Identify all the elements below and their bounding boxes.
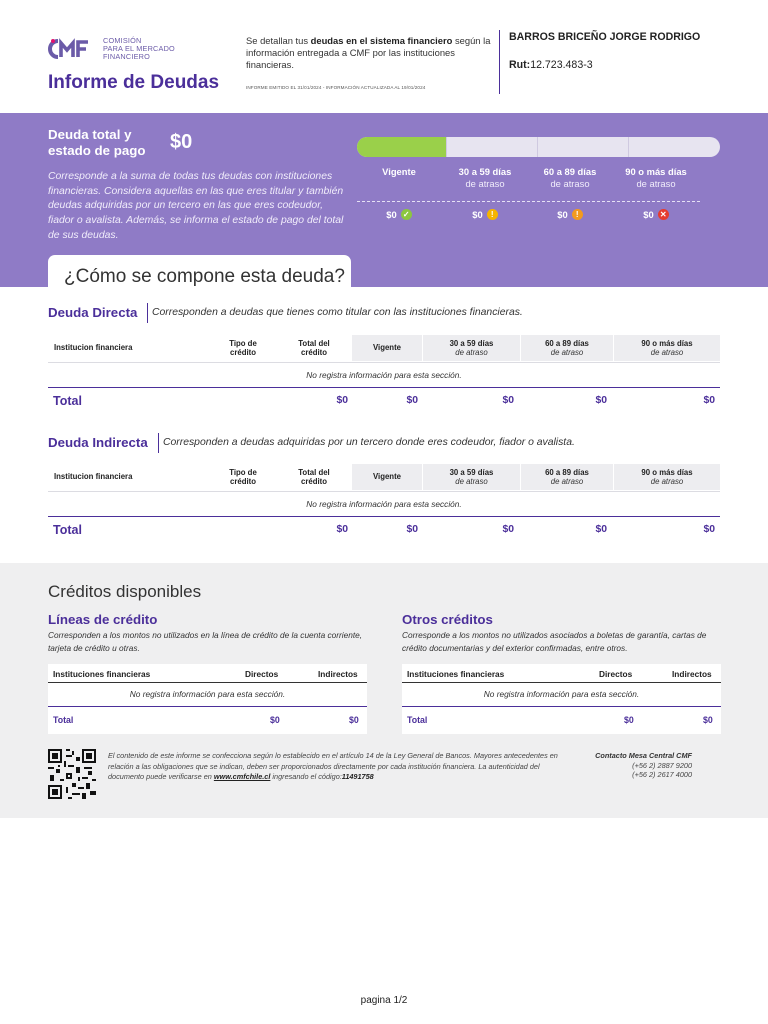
error-icon: ✕	[658, 209, 669, 220]
indirect-debt-title: Deuda Indirecta	[48, 435, 148, 450]
status-amount: $0	[472, 209, 483, 220]
col-sublabel: de atraso	[650, 348, 684, 357]
status-segment-90	[629, 137, 720, 157]
status-segment-30-59	[447, 137, 538, 157]
direct-total-label: Total	[53, 394, 82, 408]
logo-line: FINANCIERO	[103, 52, 150, 62]
client-name: BARROS BRICEÑO JORGE RODRIGO	[509, 31, 701, 43]
contact-phone: (+56 2) 2887 9200	[632, 760, 692, 770]
row-divider	[48, 362, 720, 363]
status-label: 90 o más días	[625, 166, 687, 177]
col-sublabel: de atraso	[550, 348, 584, 357]
status-value-90	[611, 209, 701, 220]
col-60-89	[520, 464, 613, 490]
other-credits-no-info: No registra información para esta sección.	[483, 689, 640, 699]
credit-lines-description: Corresponden a los montos no utilizados en la línea de crédito de la cuenta corriente, tarjeta de crédito u otras.	[48, 630, 363, 653]
col-label: Vigente	[372, 472, 402, 482]
indirect-total-60-89: $0	[595, 524, 607, 535]
col-label: Total del	[298, 467, 330, 477]
logo-text	[103, 37, 175, 62]
total-divider	[48, 516, 720, 517]
rut-label: Rut:	[509, 59, 531, 71]
col-institutions: Instituciones financieras	[53, 669, 151, 679]
credit-lines-table	[48, 664, 367, 734]
col-label: 30 a 59 días	[449, 338, 494, 348]
col-credit-total	[276, 335, 352, 361]
direct-no-info: No registra información para esta sección.	[306, 370, 462, 380]
qr-code-icon	[48, 749, 96, 799]
col-credit-type	[210, 464, 276, 490]
intro-post: según la información entregada a CMF por las instituciones financieras.	[246, 35, 491, 70]
total-line	[48, 706, 367, 707]
col-vigente	[352, 335, 422, 361]
status-amount: $0	[557, 209, 568, 220]
col-label: 30 a 59 días	[449, 467, 494, 477]
status-sub: de atraso	[550, 178, 590, 189]
total-description: Corresponde a la suma de todas tus deudas con instituciones financieras. Considera aquellas en las que eres titular y también deudas adquiridas por un tercero en las que eres codeudor, fiador o avalista. Además, se informa el estado de pago del total de sus deudas.	[48, 171, 344, 241]
intro-bold: deudas en el sistema financiero	[310, 35, 453, 46]
col-label: Institucion financiera	[54, 343, 133, 353]
other-credits-description: Corresponde a los montos no utilizados asociados a boletas de garantía, cartas de crédito documentarias y del exterior confirmadas, entre otros.	[402, 630, 707, 653]
warning-icon: !	[487, 209, 498, 220]
col-institution	[48, 464, 210, 490]
col-label: crédito	[301, 348, 327, 357]
contact-title: Contacto Mesa Central CMF	[595, 751, 692, 760]
credit-lines-title: Líneas de crédito	[48, 612, 158, 627]
intro-pre: Se detallan tus	[246, 35, 311, 46]
col-label: crédito	[230, 348, 256, 357]
credit-lines-total-direct: $0	[270, 715, 280, 725]
indirect-total-30-59: $0	[502, 524, 514, 535]
contact-info	[560, 751, 692, 780]
compose-title: ¿Cómo se compone esta deuda?	[64, 266, 345, 287]
status-value-vigente	[354, 209, 444, 220]
indirect-total-vigente: $0	[406, 524, 418, 535]
direct-debt-description: Corresponden a deudas que tienes como titular con las instituciones financieras.	[152, 307, 523, 318]
other-credits-table	[402, 664, 721, 734]
status-sub: de atraso	[465, 178, 505, 189]
legal-text: ingresando el código:	[270, 772, 342, 781]
col-label: Tipo de	[229, 467, 257, 477]
col-sublabel: de atraso	[550, 477, 584, 486]
logo-line: PARA EL MERCADO	[103, 43, 175, 53]
status-segment-60-89	[538, 137, 629, 157]
cmf-logo	[47, 36, 175, 62]
col-vigente	[352, 464, 422, 490]
indirect-no-info: No registra información para esta sección.	[306, 499, 462, 509]
status-60-89	[525, 166, 615, 190]
indirect-total-credit: $0	[336, 524, 348, 535]
col-30-59	[422, 464, 520, 490]
header-line	[402, 682, 721, 683]
status-label: 30 a 59 días	[458, 166, 512, 177]
col-90	[613, 335, 720, 361]
col-direct: Directos	[599, 669, 633, 679]
legal-text: El contenido de este informe se confecciona según lo establecido en el artículo 14 de la Ley General de Bancos. Mayores antecedentes en relación a las obligaciones que se indican, deben ser proporcionados directamente por cada institución financiera. La autenticidad del documento puede verificarse en	[108, 751, 558, 781]
indirect-table-header	[48, 464, 720, 490]
section-divider	[147, 303, 148, 323]
col-credit-total	[276, 464, 352, 490]
direct-total-vigente: $0	[406, 395, 418, 406]
status-label: 60 a 89 días	[543, 166, 597, 177]
indirect-total-90: $0	[703, 524, 715, 535]
intro-text	[246, 35, 496, 70]
col-label: Vigente	[372, 343, 402, 353]
credits-title: Créditos disponibles	[48, 582, 202, 601]
other-credits-title: Otros créditos	[402, 612, 493, 627]
other-credits-total-indirect: $0	[703, 715, 713, 725]
status-sub: de atraso	[636, 178, 676, 189]
indirect-debt-description: Corresponden a deudas adquiridas por un tercero donde eres codeudor, fiador o avalista.	[163, 437, 575, 448]
emission-date: INFORME EMITIDO EL 31/01/2024 - INFORMACIÓN ACTUALIZADA AL 19/01/2024	[246, 85, 426, 90]
cmf-website-link[interactable]: www.cmfchile.cl	[213, 772, 271, 781]
warning-icon: !	[572, 209, 583, 220]
verification-code: 11491758	[341, 772, 374, 781]
page-number: pagina 1/2	[360, 995, 408, 1006]
indirect-total-label: Total	[53, 523, 82, 537]
col-label: Total del	[298, 338, 330, 348]
other-credits-total-label: Total	[407, 715, 428, 725]
total-amount: $0	[170, 131, 193, 153]
col-sublabel: de atraso	[455, 348, 488, 357]
total-divider	[48, 387, 720, 388]
status-divider	[357, 201, 700, 202]
status-pointer	[396, 150, 408, 157]
credit-lines-total-indirect: $0	[349, 715, 359, 725]
col-label: Institucion financiera	[54, 472, 133, 482]
col-direct: Directos	[245, 669, 279, 679]
col-60-89	[520, 335, 613, 361]
logo-line: COMISIÓN	[103, 35, 142, 45]
credit-lines-total-label: Total	[53, 715, 74, 725]
col-30-59	[422, 335, 520, 361]
col-institutions: Instituciones financieras	[407, 669, 505, 679]
status-vigente	[354, 166, 444, 178]
cmf-logo-icon	[47, 36, 97, 62]
status-value-30-59	[440, 209, 530, 220]
col-sublabel: de atraso	[455, 477, 488, 486]
direct-debt-title: Deuda Directa	[48, 305, 138, 320]
total-title: Deuda total y estado de pago	[48, 127, 146, 158]
direct-total-90: $0	[703, 395, 715, 406]
col-indirect: Indirectos	[672, 669, 712, 679]
col-label: 90 o más días	[641, 467, 693, 477]
status-90	[611, 166, 701, 190]
header-line	[48, 682, 367, 683]
credit-lines-no-info: No registra información para esta sección.	[129, 689, 286, 699]
col-label: crédito	[230, 477, 256, 486]
col-institution	[48, 335, 210, 361]
col-sublabel: de atraso	[650, 477, 684, 486]
row-divider	[48, 491, 720, 492]
status-amount: $0	[643, 209, 654, 220]
status-30-59	[440, 166, 530, 190]
direct-total-60-89: $0	[595, 395, 607, 406]
direct-total-30-59: $0	[502, 395, 514, 406]
col-label: Tipo de	[229, 338, 257, 348]
col-label: 90 o más días	[641, 338, 693, 348]
status-label: Vigente	[382, 166, 416, 177]
header-divider	[499, 30, 500, 94]
status-value-60-89	[525, 209, 615, 220]
col-label: 60 a 89 días	[545, 467, 589, 477]
legal-notice	[108, 751, 560, 783]
payment-status-bar	[357, 137, 720, 157]
report-header	[0, 0, 768, 113]
col-90	[613, 464, 720, 490]
col-indirect: Indirectos	[318, 669, 358, 679]
status-amount: $0	[386, 209, 397, 220]
page-title: Informe de Deudas	[48, 72, 220, 93]
total-line	[402, 706, 721, 707]
direct-total-credit: $0	[336, 395, 348, 406]
col-label: 60 a 89 días	[545, 338, 589, 348]
col-credit-type	[210, 335, 276, 361]
contact-phone: (+56 2) 2617 4000	[632, 770, 692, 779]
check-icon: ✓	[401, 209, 412, 220]
client-rut	[509, 59, 593, 71]
direct-table-header	[48, 335, 720, 361]
other-credits-total-direct: $0	[624, 715, 634, 725]
rut-value: 12.723.483-3	[530, 59, 593, 71]
col-label: crédito	[301, 477, 327, 486]
section-divider	[158, 433, 159, 453]
